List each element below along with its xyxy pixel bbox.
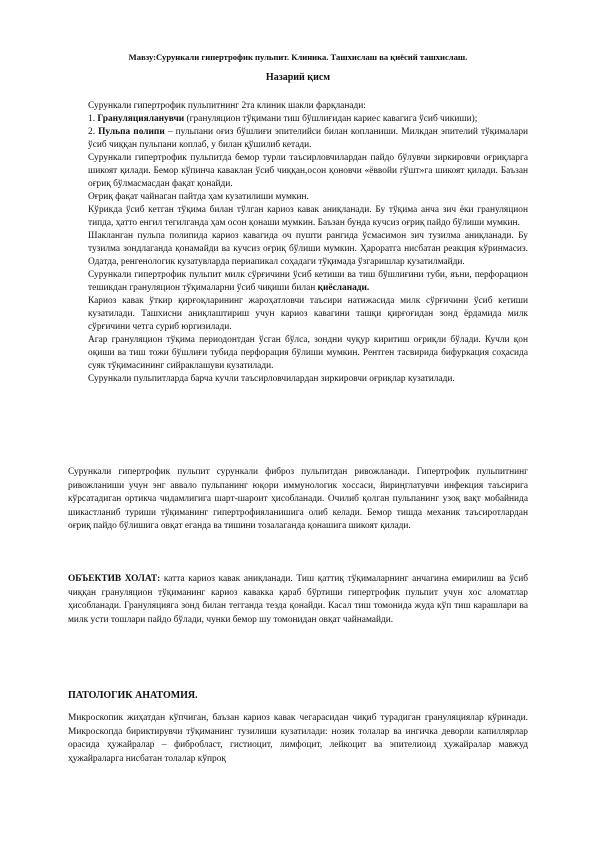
- objective-section: [68, 573, 528, 627]
- item-text: – пульпани оғиз бўшлиғи эпителийси билан копланиши. Милкдан эпителий тўқималари ўсиб чиққан пульпани коплаб, у билан қўшилиб кетади.: [88, 127, 529, 150]
- objective-text: катта кариоз кавак аниқланади. Тиш қаттиқ тўқималарнинг анчагина емирилиш ва ўсиб чиққан грануляцион тўқиманинг кариоз кавакка қараб бўртиши гипертрофик пульпит учун хос аломатлар ҳисобланади. Грануляцияга зонд билан тегганда тезда қонайди. Касал тиш томонида жуда кўп тиш карашлари ва милк усти тошлари пайдо бўлади, чунки бемор шу томонидан овқат чайнамайди.: [68, 574, 528, 625]
- objective-label: ОБЪЕКТИВ ХОЛАТ:: [68, 574, 161, 584]
- document-topic: Мавзу:Сурункали гипертрофик пульпит. Клиника. Ташхислаш ва қиёсий ташхислаш.: [128, 52, 468, 62]
- differential-text: Сурункали гипертрофик пульпит милк сўрғичини ўсиб кетиши ва тиш бўшлиғини туби, яъни, перфорацион тешикдан грануляцион тўқималарни ўсиб чиқиши билан: [88, 270, 528, 293]
- pathology-heading: ПАТОЛОГИК АНАТОМИЯ.: [68, 690, 198, 701]
- item-number: 1.: [88, 114, 98, 124]
- paragraph-gingival-papilla: Кариоз кавак ўткир қирғоқларининг жароҳатловчи таъсири натижасида милк сўрғичини ўсиб кетиши кузатилади. Ташхисни аниқлаштириш учун кариоз кавагини ташқи қирғоғидан зонд ёрдамида милк сўрғичини четга суриб юргизилади.: [88, 296, 528, 332]
- paragraph-periodontal: Агар грануляцион тўқима периодонтдан ўсган бўлса, зондни чуқур киритиш оғриқли бўлади. Кучли қон оқиши ва тиш тожи бўшлиғи тубида перфорация бўлиши мумкин. Рентген тасвирида бифуркация соҳасида суяк тўқимасининг сийраклашуви кузатилади.: [88, 335, 528, 371]
- clinical-forms-block: [88, 100, 528, 386]
- item-text: (грануляцион тўқимани тиш бўшлиғидан кариес кавагига ўсиб чикиши);: [184, 114, 478, 124]
- item-number: 2.: [88, 127, 99, 137]
- paragraph-complaints: Сурункали гипертрофик пульпитда бемор турли таъсирловчилардан пайдо бўлувчи зиркировчи оғриқларга шикоят қилади. Бемор кўпинча каваклан ўсиб чиққан,осон қоновчи «ёввойи гўшт»га шикоят қилади. Баъзан оғриқ бўлмасмасдан фақат қонайди.: [88, 153, 528, 189]
- item-term: Пульпа полипи: [98, 127, 165, 137]
- paragraph-development: [68, 466, 528, 534]
- section-title: Назарий қисм: [265, 72, 331, 83]
- list-item-polyp: [88, 126, 528, 152]
- paragraph-chewing-pain: Оғриқ фақат чайнаган пайтда ҳам кузатилиши мумкин.: [88, 192, 309, 202]
- paragraph-examination: Кўрикда ўсиб кетган тўқима билан тўлган кариоз кавак аниқланади. Бу тўқима анча зич ёки грануляцион типда, ҳатто енгил тегилганда ҳам осон қонаши мумкин. Баъзан бунда кучсиз оғриқ пайдо бўлиши мумкин.: [88, 205, 528, 228]
- paragraph-polyp-exam: Шакланган пульпа полипида кариоз кавагида оч пушти рангида ўсмасимон зич тузилма аниқланади. Бу тузилма зондлаганда қонамайди ва кучсиз оғриқ бўлиши мумкин. Ҳароратга нисбатан реакция кўринмасиз. Одатда, ренгенологик кузатувларда периапикал соҳадаги тўқимада ўзгаришлар кузатилмайди.: [88, 231, 528, 267]
- paragraph-differential: [88, 269, 528, 295]
- pathology-text: Микроскопик жиҳатдан кўпчиган, баъзан кариоз кавак чегарасидан чиқиб турадиган грануляциялар кўринади. Микроскопда бириктирувчи тўқиманинг тузилиши кузатилади: нозик толалар ва ингичка деворли капиллярлар орасида ҳужайралар – фибробласт, гистиоцит, лимфоцит, лейкоцит ва эпителиоид ҳужайралар мавжуд ҳужайраларга нисбатан толалар кўпроқ: [68, 713, 528, 764]
- item-term: Грануляцияланувчи: [97, 114, 185, 124]
- intro-paragraph: Сурункали гипертрофик пульпитнинг 2та клиник шакли фарқланади:: [88, 101, 366, 111]
- differential-bold: қиёсланади.: [317, 283, 370, 293]
- pathology-section: [68, 712, 528, 766]
- development-text: Сурункали гипертрофик пульпит сурункали фиброз пульпитдан ривожланади. Гипертрофик пульпитнинг ривожланиши учун энг аввало пульпанинг юқори иммунологик хоссаси, йириңглатувчи инфекция таъсирига кўрсатадиган ортикча чидамлигига шарт-шароит ҳисобланади. Очилиб қолган пульпанинг узоқ вақт мобайнида шикастланиб туриши тўқиманинг гипертрофияланишига олиб келади. Бемор тишда механик таъсиротлардан оғриқ пайдо бўлишига овқат еганда ва тишини тозалаганда қонашига шикоят қилади.: [68, 467, 528, 531]
- list-item-granulating: [88, 113, 528, 126]
- paragraph-chronic-pain: Сурункали пульпитларда барча кучли таъсирловчилардан зиркировчи оғриқлар кузатилади.: [88, 374, 455, 384]
- objective-paragraph: [68, 573, 528, 627]
